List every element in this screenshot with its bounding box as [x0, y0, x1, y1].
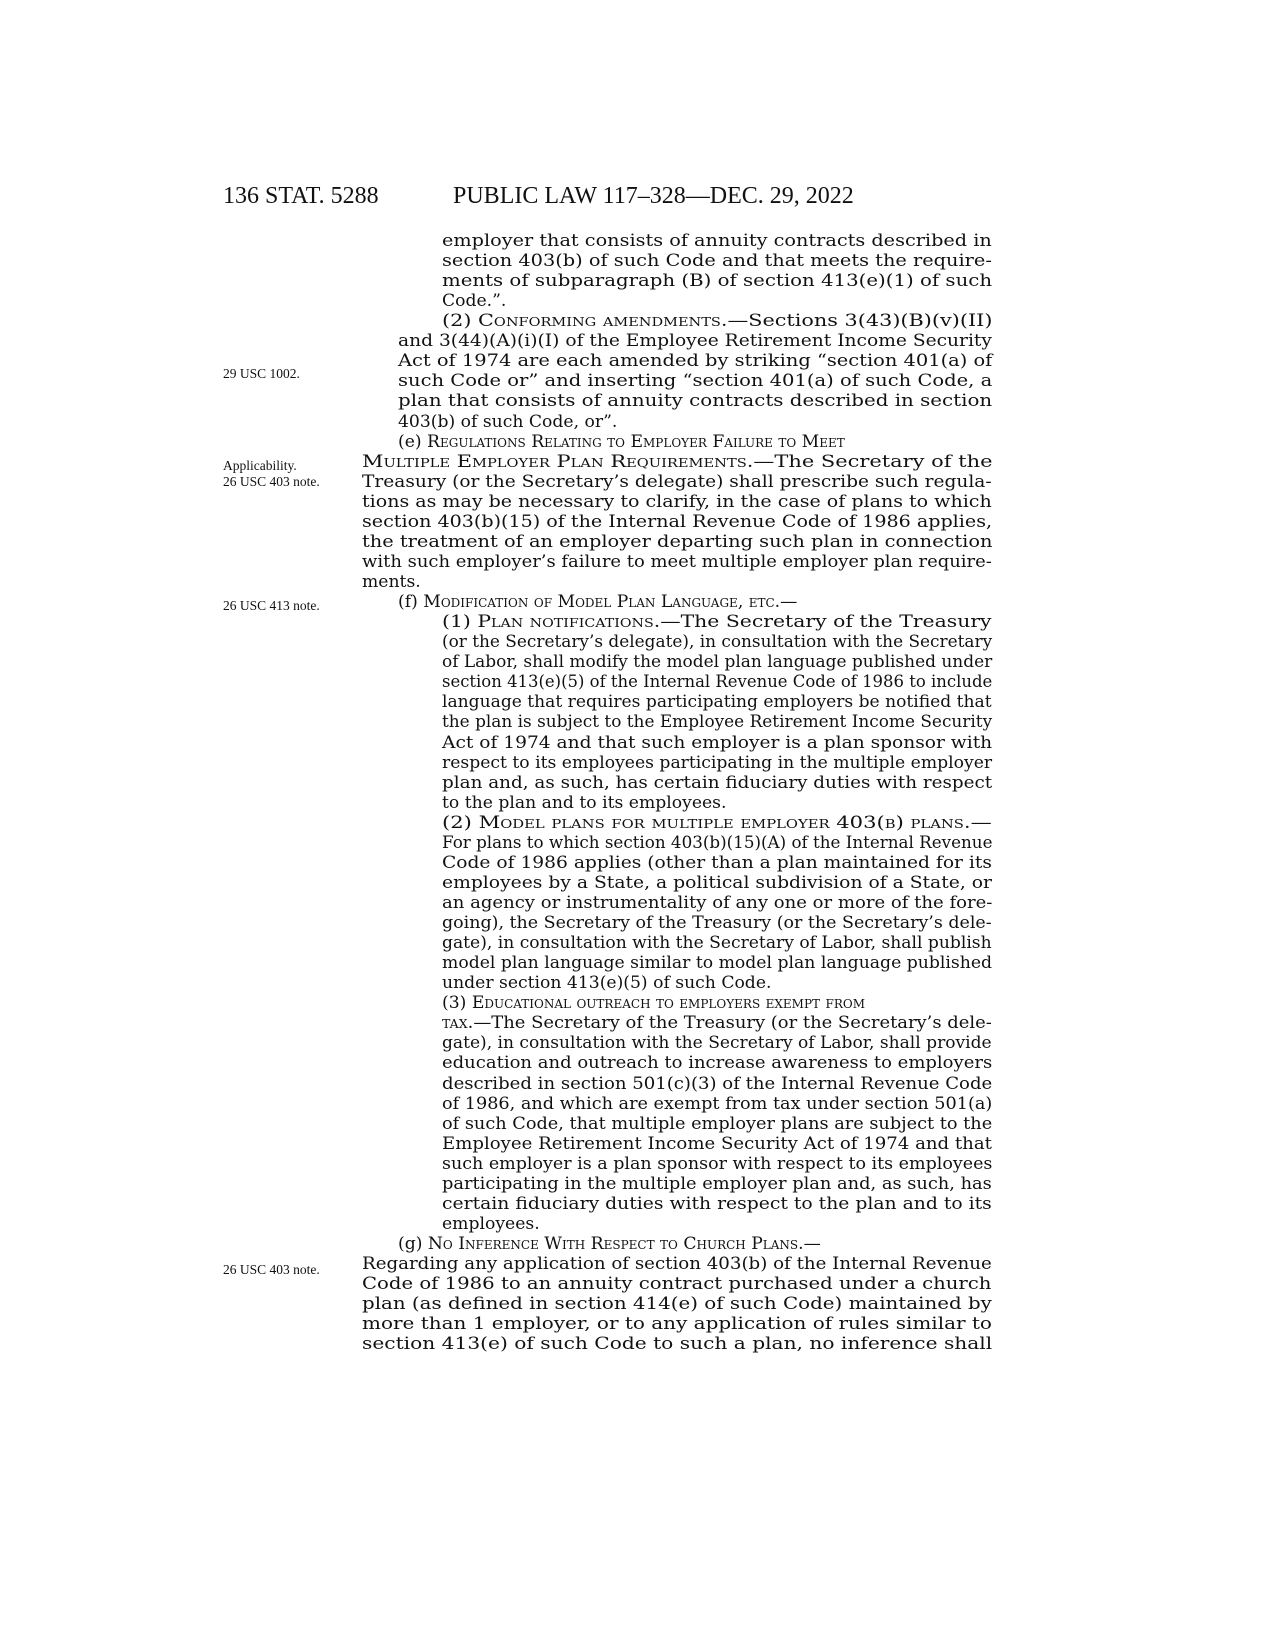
body-line: section 413(e)(5) of the Internal Revenue Code of 1986 to include	[442, 672, 993, 693]
margin-note-usc: 29 USC 1002.	[223, 366, 300, 381]
body-line: 403(b) of such Code, or”.	[398, 411, 618, 432]
body-line: (f) Modification of Model Plan Language, etc.—	[398, 592, 798, 613]
body-line: (1) Plan notifications.—The Secretary of the Treasury	[442, 612, 992, 633]
body-line: with such employer’s failure to meet multiple employer plan require-	[362, 551, 992, 572]
body-line: Multiple Employer Plan Requirements.—The Secretary of the	[362, 451, 993, 472]
body-line: ments of subparagraph (B) of section 413(e)(1) of such	[442, 271, 993, 292]
body-line: For plans to which section 403(b)(15)(A) of the Internal Revenue	[442, 832, 993, 853]
body-line: certain fiduciary duties with respect to the plan and to its	[442, 1193, 992, 1214]
body-line: language that requires participating employers be notified that	[442, 692, 992, 713]
body-line: of Labor, shall modify the model plan language published under	[442, 652, 993, 673]
body-line: under section 413(e)(5) of such Code.	[442, 973, 772, 994]
body-line: ments.	[362, 572, 421, 593]
body-line: an agency or instrumentality of any one or more of the fore-	[442, 892, 993, 913]
body-line: the treatment of an employer departing such plan in connection	[362, 531, 993, 552]
body-line: Treasury (or the Secretary’s delegate) shall prescribe such regula-	[362, 471, 992, 492]
body-line: education and outreach to increase awareness to employers	[442, 1053, 993, 1074]
body-line: Employee Retirement Income Security Act of 1974 and that	[442, 1133, 992, 1154]
body-line: gate), in consultation with the Secretary of Labor, shall publish	[442, 933, 992, 954]
body-line: employer that consists of annuity contracts described in	[442, 231, 992, 251]
body-line: (2) Model plans for multiple employer 403(b) plans.—	[442, 812, 992, 833]
body-line: section 403(b) of such Code and that meets the require-	[442, 251, 992, 272]
body-line: of such Code, that multiple employer plans are subject to the	[442, 1113, 993, 1134]
body-line: respect to its employees participating in the multiple employer	[442, 752, 993, 773]
body-line: employees by a State, a political subdivision of a State, or	[442, 872, 992, 893]
body-line: and 3(44)(A)(i)(I) of the Employee Retirement Income Security	[398, 331, 992, 352]
margin-note-usc: 26 USC 403 note.	[223, 1262, 320, 1277]
body-line: plan (as defined in section 414(e) of such Code) maintained by	[362, 1294, 992, 1315]
body-line: plan and, as such, has certain fiduciary duties with respect	[442, 772, 993, 793]
margin-note-usc: 26 USC 403 note.	[223, 474, 320, 489]
body-line: such Code or” and inserting “section 401(a) of such Code, a	[398, 371, 993, 392]
body-line: section 403(b)(15) of the Internal Revenue Code of 1986 applies,	[362, 511, 993, 532]
body-line: Act of 1974 and that such employer is a plan sponsor with	[442, 732, 993, 753]
body-line: plan that consists of annuity contracts described in section	[398, 391, 993, 412]
body-line: (or the Secretary’s delegate), in consultation with the Secretary	[442, 632, 993, 653]
body-line: of 1986, and which are exempt from tax under section 501(a)	[442, 1093, 993, 1114]
body-line: (g) No Inference With Respect to Church Plans.—	[398, 1234, 821, 1254]
body-line: (3) Educational outreach to employers exempt from	[442, 993, 866, 1014]
body-line: (2) Conforming amendments.—Sections 3(43)(B)(v)(II)	[442, 311, 993, 332]
stat-page-number: 136 STAT. 5288	[223, 183, 379, 209]
body-line: tions as may be necessary to clarify, in the case of plans to which	[362, 491, 992, 512]
body-line: to the plan and to its employees.	[442, 792, 727, 813]
body-line: Code of 1986 to an annuity contract purchased under a church	[362, 1274, 992, 1295]
margin-note-applicability: Applicability.	[223, 458, 297, 473]
body-line: section 413(e) of such Code to such a plan, no inference shall	[362, 1334, 993, 1355]
body-line: participating in the multiple employer plan and, as such, has	[442, 1173, 992, 1194]
body-line: going), the Secretary of the Treasury (or the Secretary’s dele-	[442, 913, 992, 934]
body-line: more than 1 employer, or to any application of rules similar to	[362, 1314, 992, 1335]
margin-note-usc: 26 USC 413 note.	[223, 598, 320, 613]
body-line: employees.	[442, 1213, 540, 1234]
body-line: such employer is a plan sponsor with respect to its employees	[442, 1153, 993, 1174]
body-line: model plan language similar to model plan language published	[442, 953, 993, 974]
body-line: tax.—The Secretary of the Treasury (or the Secretary’s dele-	[442, 1013, 992, 1034]
body-line: Code.”.	[442, 291, 507, 312]
body-line: described in section 501(c)(3) of the Internal Revenue Code	[442, 1073, 993, 1094]
body-line: gate), in consultation with the Secretary of Labor, shall provide	[442, 1033, 992, 1054]
body-line: Act of 1974 are each amended by striking “section 401(a) of	[398, 351, 993, 372]
body-line: (e) Regulations Relating to Employer Failure to Meet	[398, 431, 845, 452]
page-header-title: PUBLIC LAW 117–328—DEC. 29, 2022	[453, 183, 854, 209]
body-line: the plan is subject to the Employee Retirement Income Security	[442, 712, 993, 733]
body-line: Code of 1986 applies (other than a plan maintained for its	[442, 852, 992, 873]
body-line: Regarding any application of section 403(b) of the Internal Revenue	[362, 1254, 992, 1275]
